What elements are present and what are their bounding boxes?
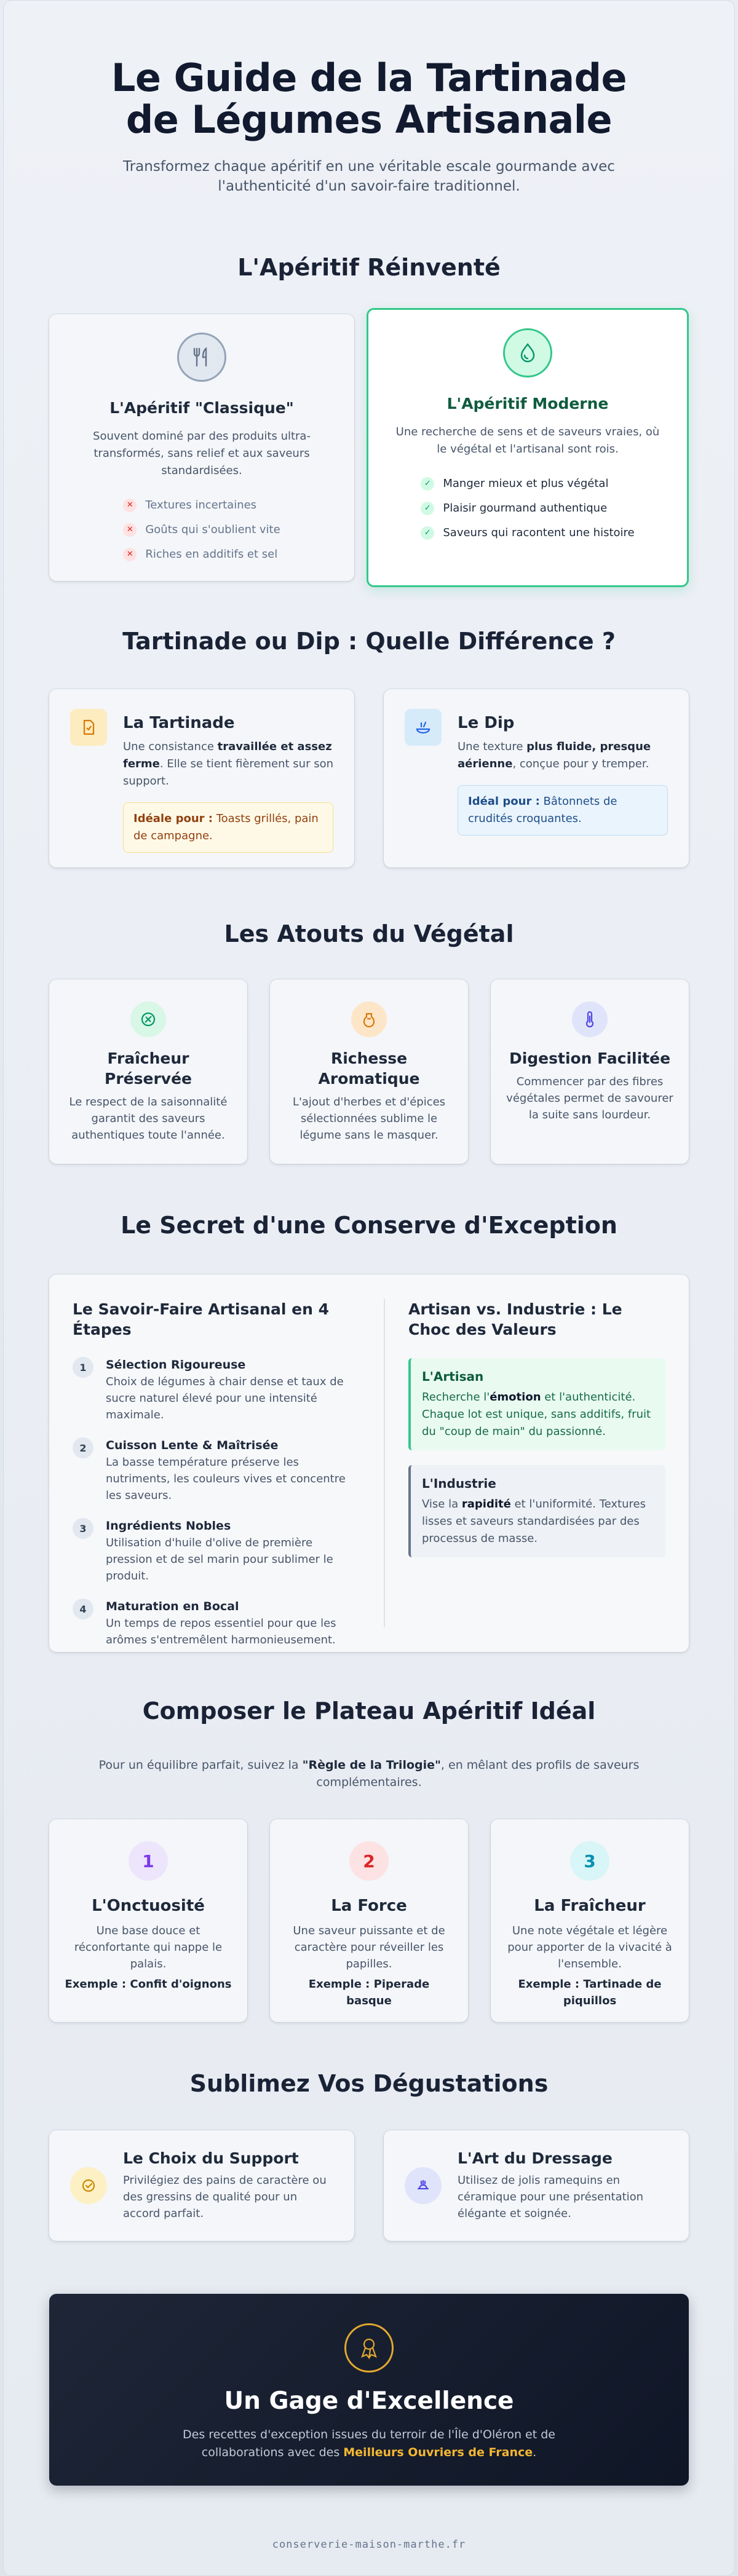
step-item — [73, 1358, 362, 1423]
industrie-box — [408, 1465, 665, 1557]
number-badge: 2 — [349, 1841, 389, 1881]
modern-title: L'Apéritif Moderne — [446, 395, 609, 413]
valeurs-column — [408, 1299, 665, 1627]
trilogie-title: L'Onctuosité — [92, 1897, 205, 1915]
aperitif-comparison — [49, 314, 689, 587]
list-item: ✓ Manger mieux et plus végétal — [421, 472, 634, 496]
atout-title: Richesse Aromatique — [318, 1049, 420, 1088]
jar-icon — [70, 709, 107, 746]
atout-card — [270, 979, 468, 1164]
leaf-drop-icon — [503, 328, 552, 377]
section-title-plateau: Composer le Plateau Apéritif Idéal — [142, 1697, 596, 1725]
check-icon: ✓ — [421, 502, 434, 515]
cross-icon: ✕ — [123, 499, 137, 512]
tartinade-text: Une consistance travaillée et assez ferme. Elle se tient fièrement sur son support. — [123, 740, 333, 788]
step-item — [73, 1439, 362, 1504]
page — [3, 0, 735, 2576]
classic-list — [123, 493, 280, 567]
valeurs-title: Artisan vs. Industrie : Le Choc des Valeurs — [408, 1300, 622, 1338]
plateau-intro: Pour un équilibre parfait, suivez la "Règle de la Trilogie", en mêlant des profils de saveurs complémentaires. — [98, 1758, 640, 1789]
page-subtitle: Transformez chaque apéritif en une véritable escale gourmande avec l'authenticité d'un savoir-faire traditionnel. — [123, 159, 615, 194]
step-item — [73, 1519, 362, 1584]
divider — [384, 1299, 385, 1627]
tip-card — [384, 2130, 689, 2241]
industrie-title: L'Industrie — [422, 1476, 496, 1491]
trilogie-grid — [49, 1819, 689, 2022]
medal-icon — [344, 2323, 394, 2373]
serving-dish-icon — [405, 2167, 442, 2204]
step-title: Ingrédients Nobles — [106, 1519, 231, 1533]
artisan-text: Recherche l'émotion et l'authenticité. Chaque lot est unique, sans additifs, fruit du "coup de main" du passionné. — [422, 1391, 651, 1438]
classic-card — [49, 314, 354, 581]
trilogie-text: Une note végétale et légère pour apporter de la vivacité à l'ensemble. — [507, 1924, 672, 1970]
trilogie-example: Exemple : Piperade basque — [308, 1978, 430, 2007]
trilogie-example: Exemple : Confit d'oignons — [65, 1978, 232, 1991]
trilogie-card — [49, 1819, 247, 2022]
dip-bowl-icon — [405, 709, 442, 746]
list-item: ✕ Riches en additifs et sel — [123, 542, 280, 567]
step-text: Un temps de repos essentiel pour que les arômes s'entremêlent harmonieusement. — [106, 1617, 336, 1646]
step-text: La basse température préserve les nutriments, les couleurs vives et concentre les saveurs. — [106, 1456, 346, 1502]
step-item — [73, 1600, 362, 1648]
section-title-aperitif: L'Apéritif Réinventé — [237, 254, 501, 281]
secret-card — [49, 1274, 689, 1652]
modern-list — [421, 472, 634, 545]
number-badge: 3 — [570, 1841, 609, 1881]
list-item: ✓ Plaisir gourmand authentique — [421, 496, 634, 521]
atout-text: L'ajout d'herbes et d'épices sélectionnées sublime le légume sans le masquer. — [292, 1096, 446, 1142]
sublimez-grid — [49, 2130, 689, 2241]
excellence-title: Un Gage d'Excellence — [224, 2387, 514, 2415]
tartinade-title: La Tartinade — [123, 714, 235, 732]
check-icon: ✓ — [421, 477, 434, 491]
check-icon: ✓ — [421, 526, 434, 540]
herb-pot-icon — [351, 1002, 387, 1037]
page-title: Le Guide de la Tartinade de Légumes Artisanale — [111, 55, 627, 142]
artisan-box — [408, 1358, 665, 1450]
classic-desc: Souvent dominé par des produits ultra-transformés, sans relief et aux saveurs standardisées. — [93, 430, 311, 477]
step-number: 1 — [73, 1357, 93, 1378]
list-item: ✓ Saveurs qui racontent une histoire — [421, 521, 634, 545]
trilogie-text: Une base douce et réconfortante qui nappe le palais. — [74, 1924, 223, 1970]
step-number: 3 — [73, 1518, 93, 1539]
modern-desc: Une recherche de sens et de saveurs vraies, où le végétal et l'artisanal sont rois. — [395, 425, 660, 456]
hero — [49, 1, 689, 196]
section-title-sublimez: Sublimez Vos Dégustations — [189, 2070, 549, 2097]
atout-card — [49, 979, 247, 1164]
atout-card — [491, 979, 689, 1164]
savoir-faire-column — [73, 1299, 362, 1646]
industrie-text: Vise la rapidité et l'uniformité. Textures lisses et saveurs standardisées par des processus de masse. — [422, 1498, 646, 1545]
step-text: Utilisation d'huile d'olive de première pression et de sel marin pour sublimer le produit. — [106, 1536, 333, 1582]
list-item: ✕ Textures incertaines — [123, 493, 280, 518]
modern-card — [367, 308, 689, 587]
tip-text: Utilisez de jolis ramequins en céramique pour une présentation élégante et soignée. — [458, 2174, 644, 2220]
difference-grid — [49, 689, 689, 867]
dip-text: Une texture plus fluide, presque aérienne, conçue pour y tremper. — [458, 740, 651, 770]
thermometer-icon — [572, 1002, 608, 1037]
section-title-secret: Le Secret d'une Conserve d'Exception — [121, 1212, 617, 1239]
trilogie-card — [491, 1819, 689, 2022]
tartinade-card — [49, 689, 354, 867]
atout-text: Le respect de la saisonnalité garantit des saveurs authentiques toute l'année. — [69, 1096, 228, 1142]
trilogie-title: La Force — [331, 1897, 407, 1915]
atout-text: Commencer par des fibres végétales permet de savourer la suite sans lourdeur. — [506, 1075, 673, 1121]
footer-link[interactable]: conserverie-maison-marthe.fr — [272, 2538, 466, 2551]
tartinade-tip: Idéale pour : Toasts grillés, pain de campagne. — [123, 802, 333, 853]
step-title: Cuisson Lente & Maîtrisée — [106, 1439, 279, 1452]
classic-title: L'Apéritif "Classique" — [109, 399, 294, 417]
tip-text: Privilégiez des pains de caractère ou des gressins de qualité pour un accord parfait. — [123, 2174, 327, 2220]
savoir-faire-title: Le Savoir-Faire Artisanal en 4 Étapes — [73, 1300, 329, 1338]
tip-title: L'Art du Dressage — [458, 2149, 613, 2167]
section-title-atouts: Les Atouts du Végétal — [224, 920, 514, 947]
dip-card — [384, 689, 689, 867]
cutlery-icon — [177, 333, 226, 382]
atout-title: Digestion Facilitée — [509, 1049, 671, 1067]
atouts-grid — [49, 979, 689, 1164]
number-badge: 1 — [129, 1841, 168, 1881]
check-badge-icon — [70, 2167, 107, 2204]
step-number: 2 — [73, 1437, 93, 1458]
trilogie-card — [270, 1819, 468, 2022]
step-title: Maturation en Bocal — [106, 1600, 239, 1613]
trilogie-text: Une saveur puissante et de caractère pour réveiller les papilles. — [293, 1924, 445, 1970]
artisan-title: L'Artisan — [422, 1369, 484, 1384]
excellence-banner — [49, 2294, 689, 2486]
content — [49, 1, 689, 2551]
tip-title: Le Choix du Support — [123, 2149, 299, 2167]
dip-tip: Idéal pour : Bâtonnets de crudités croquantes. — [458, 785, 668, 836]
tip-card — [49, 2130, 354, 2241]
cross-icon: ✕ — [123, 523, 137, 537]
step-title: Sélection Rigoureuse — [106, 1358, 246, 1372]
dip-title: Le Dip — [458, 714, 515, 732]
atout-title: Fraîcheur Préservée — [105, 1049, 192, 1088]
step-text: Choix de légumes à chair dense et taux de sucre naturel élevé pour une intensité maximale. — [106, 1375, 344, 1421]
leaf-circle-icon — [130, 1002, 166, 1037]
trilogie-title: La Fraîcheur — [534, 1897, 646, 1915]
excellence-text: Des recettes d'exception issues du terroir de l'Île d'Oléron et de collaborations avec des Meilleurs Ouvriers de France. — [183, 2428, 555, 2459]
trilogie-example: Exemple : Tartinade de piquillos — [518, 1978, 662, 2007]
cross-icon: ✕ — [123, 548, 137, 561]
list-item: ✕ Goûts qui s'oublient vite — [123, 518, 280, 542]
section-title-difference: Tartinade ou Dip : Quelle Différence ? — [122, 628, 616, 655]
step-number: 4 — [73, 1598, 93, 1619]
